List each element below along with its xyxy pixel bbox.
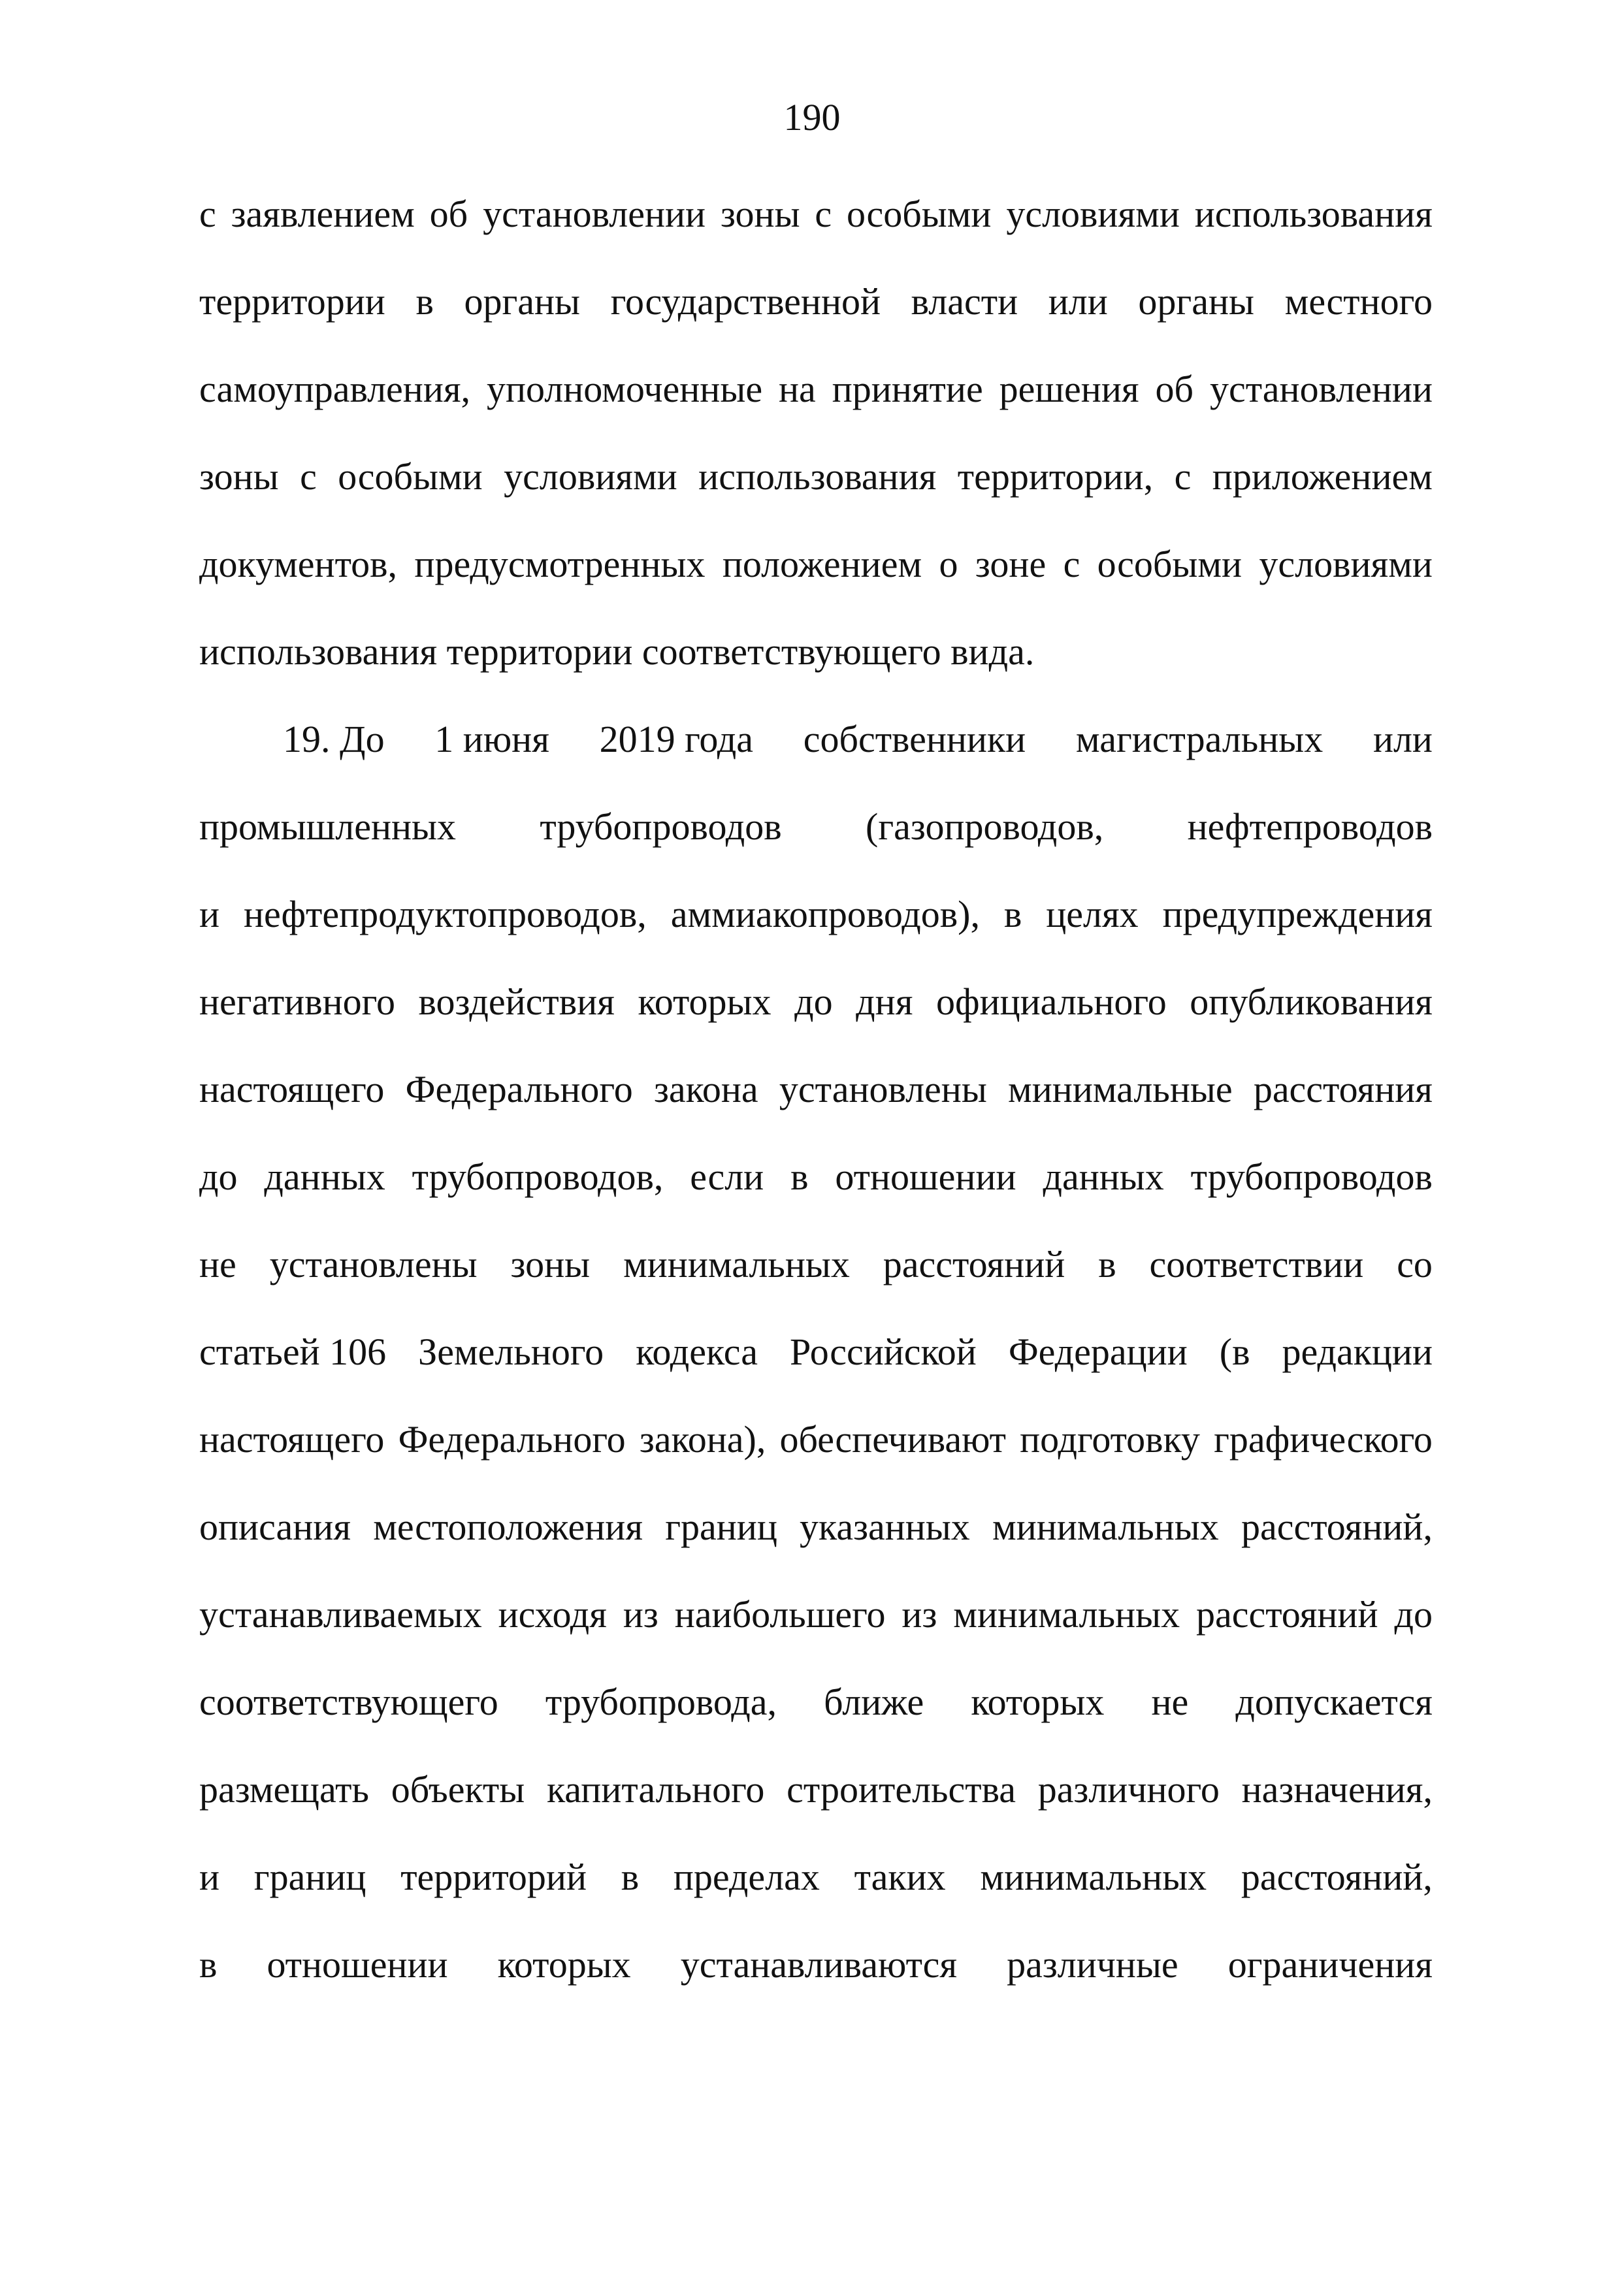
line-10 [199, 976, 1433, 1028]
word: минимальных [623, 1243, 850, 1285]
word: минимальных [980, 1856, 1207, 1898]
line-11 [199, 1063, 1433, 1116]
word: объекты [391, 1768, 525, 1811]
word: территории [199, 280, 385, 323]
word: редакции [1282, 1331, 1433, 1373]
word: дня [856, 980, 913, 1023]
word: расстояний [883, 1243, 1065, 1285]
word: Федерального [398, 1418, 626, 1461]
word: соответствии [1149, 1243, 1364, 1285]
word: в [621, 1856, 640, 1898]
word: положением [722, 543, 922, 585]
word: территории, [957, 455, 1154, 498]
word: установлены [269, 1243, 478, 1285]
word: трубопроводов, [412, 1155, 664, 1198]
word: 2019 года [599, 718, 754, 760]
line-21 [199, 1939, 1433, 1991]
word: собственники [803, 718, 1026, 760]
word: до [1394, 1593, 1433, 1636]
line-20 [199, 1851, 1433, 1903]
word: расстояний, [1241, 1856, 1433, 1898]
word: которых [971, 1681, 1105, 1723]
word: об [429, 193, 468, 235]
line-18 [199, 1676, 1433, 1728]
word: или [1048, 280, 1108, 323]
word: документов, [199, 543, 398, 585]
line-15 [199, 1414, 1433, 1466]
word: местного [1284, 280, 1433, 323]
word: допускается [1235, 1681, 1433, 1723]
word: Российской [789, 1331, 977, 1373]
word: отношении [267, 1943, 448, 1986]
word: установлении [483, 193, 706, 235]
word: расстояний [1196, 1593, 1378, 1636]
word: различного [1037, 1768, 1220, 1811]
word: капитального [546, 1768, 765, 1811]
word: в [1003, 893, 1022, 935]
word: опубликования [1190, 980, 1433, 1023]
word: органы [1138, 280, 1254, 323]
word: Федерального [405, 1068, 633, 1110]
word: условиями [504, 455, 677, 498]
word: предусмотренных [414, 543, 706, 585]
word: аммиакопроводов), [670, 893, 980, 935]
word: указанных [800, 1506, 970, 1548]
word: установлении [1209, 368, 1433, 410]
word: минимальных [953, 1593, 1180, 1636]
word: устанавливаются [680, 1943, 958, 1986]
word: 1 июня [434, 718, 549, 760]
word: промышленных [199, 805, 457, 848]
word: на [779, 368, 816, 410]
word: об [1155, 368, 1194, 410]
word: в [199, 1943, 218, 1986]
word: зоны [720, 193, 800, 235]
word: закона), [639, 1418, 766, 1461]
word: с [1174, 455, 1192, 498]
word: условиями [1006, 193, 1180, 235]
line-17 [199, 1589, 1433, 1641]
word: Федерации [1008, 1331, 1188, 1373]
word: с [199, 193, 216, 235]
word: трубопровода, [545, 1681, 777, 1723]
word: если [690, 1155, 764, 1198]
word: исходя [498, 1593, 607, 1636]
word: Земельного [418, 1331, 604, 1373]
word: негативного [199, 980, 395, 1023]
word: 19. До [283, 718, 385, 760]
word: ближе [824, 1681, 924, 1723]
word: условиями [1259, 543, 1433, 585]
line-6: использования территории соответствующего вида. [199, 630, 1035, 673]
word: со [1397, 1243, 1433, 1285]
word: органы [464, 280, 581, 323]
word: не [199, 1243, 236, 1285]
word: официального [935, 980, 1167, 1023]
word: отношении [835, 1155, 1016, 1198]
word: которых [638, 980, 771, 1023]
word: закона [654, 1068, 758, 1110]
word: не [1151, 1681, 1189, 1723]
word: ограничения [1227, 1943, 1433, 1986]
word: из [901, 1593, 937, 1636]
word: различные [1007, 1943, 1178, 1986]
word: подготовку [1020, 1418, 1200, 1461]
line-16 [199, 1501, 1433, 1553]
word: данных [1043, 1155, 1164, 1198]
word: настоящего [199, 1418, 385, 1461]
word: настоящего [199, 1068, 385, 1110]
word: особыми [338, 455, 483, 498]
word: принятие [832, 368, 983, 410]
word: и [199, 893, 220, 935]
word: приложением [1212, 455, 1433, 498]
word: (в [1219, 1331, 1250, 1373]
word: назначения, [1241, 1768, 1433, 1811]
word: соответствующего [199, 1681, 498, 1723]
word: уполномоченные [487, 368, 763, 410]
word: минимальные [1008, 1068, 1233, 1110]
word: с [815, 193, 832, 235]
word: таких [854, 1856, 946, 1898]
word: использования [698, 455, 937, 498]
word: из [623, 1593, 658, 1636]
word: (газопроводов, [866, 805, 1104, 848]
word: или [1372, 718, 1433, 760]
word: с [300, 455, 317, 498]
word: в [790, 1155, 809, 1198]
word: государственной [610, 280, 881, 323]
word: описания [199, 1506, 351, 1548]
word: зоне [975, 543, 1047, 585]
word: графического [1214, 1418, 1433, 1461]
word: местоположения [373, 1506, 643, 1548]
word: наибольшего [674, 1593, 886, 1636]
word: границ [665, 1506, 777, 1548]
line-3 [199, 363, 1433, 415]
word: границ [253, 1856, 366, 1898]
word: трубопроводов [540, 805, 782, 848]
line-2 [199, 276, 1433, 328]
word: строительства [787, 1768, 1016, 1811]
word: трубопроводов [1190, 1155, 1433, 1198]
word: данных [264, 1155, 385, 1198]
line-7 [283, 713, 1433, 766]
word: решения [999, 368, 1139, 410]
line-13 [199, 1238, 1433, 1291]
word: воздействия [418, 980, 615, 1023]
word: размещать [199, 1768, 369, 1811]
word: в [415, 280, 434, 323]
word: до [794, 980, 833, 1023]
word: установлены [779, 1068, 987, 1110]
word: магистральных [1075, 718, 1324, 760]
word: расстояния [1253, 1068, 1433, 1110]
word: устанавливаемых [199, 1593, 482, 1636]
word: власти [911, 280, 1018, 323]
line-8 [199, 801, 1433, 853]
line-12 [199, 1151, 1433, 1203]
word: использования [1194, 193, 1433, 235]
word: пределах [673, 1856, 820, 1898]
page-number: 190 [783, 96, 841, 138]
word: с [1063, 543, 1080, 585]
word: и [199, 1856, 220, 1898]
line-14 [199, 1326, 1433, 1378]
word: минимальных [992, 1506, 1219, 1548]
word: расстояний, [1241, 1506, 1433, 1548]
line-5 [199, 538, 1433, 590]
word: статьей 106 [199, 1331, 387, 1373]
line-4 [199, 451, 1433, 503]
word: кодекса [636, 1331, 758, 1373]
word: зоны [510, 1243, 591, 1285]
word: зоны [199, 455, 279, 498]
word: особыми [847, 193, 992, 235]
line-19 [199, 1764, 1433, 1816]
word: предупреждения [1162, 893, 1433, 935]
word: нефтепродуктопроводов, [243, 893, 647, 935]
line-9 [199, 888, 1433, 941]
word: до [199, 1155, 238, 1198]
word: целях [1046, 893, 1139, 935]
word: о [939, 543, 958, 585]
word: особыми [1097, 543, 1242, 585]
word: нефтепроводов [1187, 805, 1433, 848]
word: обеспечивают [779, 1418, 1006, 1461]
word: территорий [400, 1856, 587, 1898]
word: заявлением [231, 193, 415, 235]
word: в [1098, 1243, 1116, 1285]
word: которых [497, 1943, 631, 1986]
word: самоуправления, [199, 368, 471, 410]
line-1 [199, 188, 1433, 240]
